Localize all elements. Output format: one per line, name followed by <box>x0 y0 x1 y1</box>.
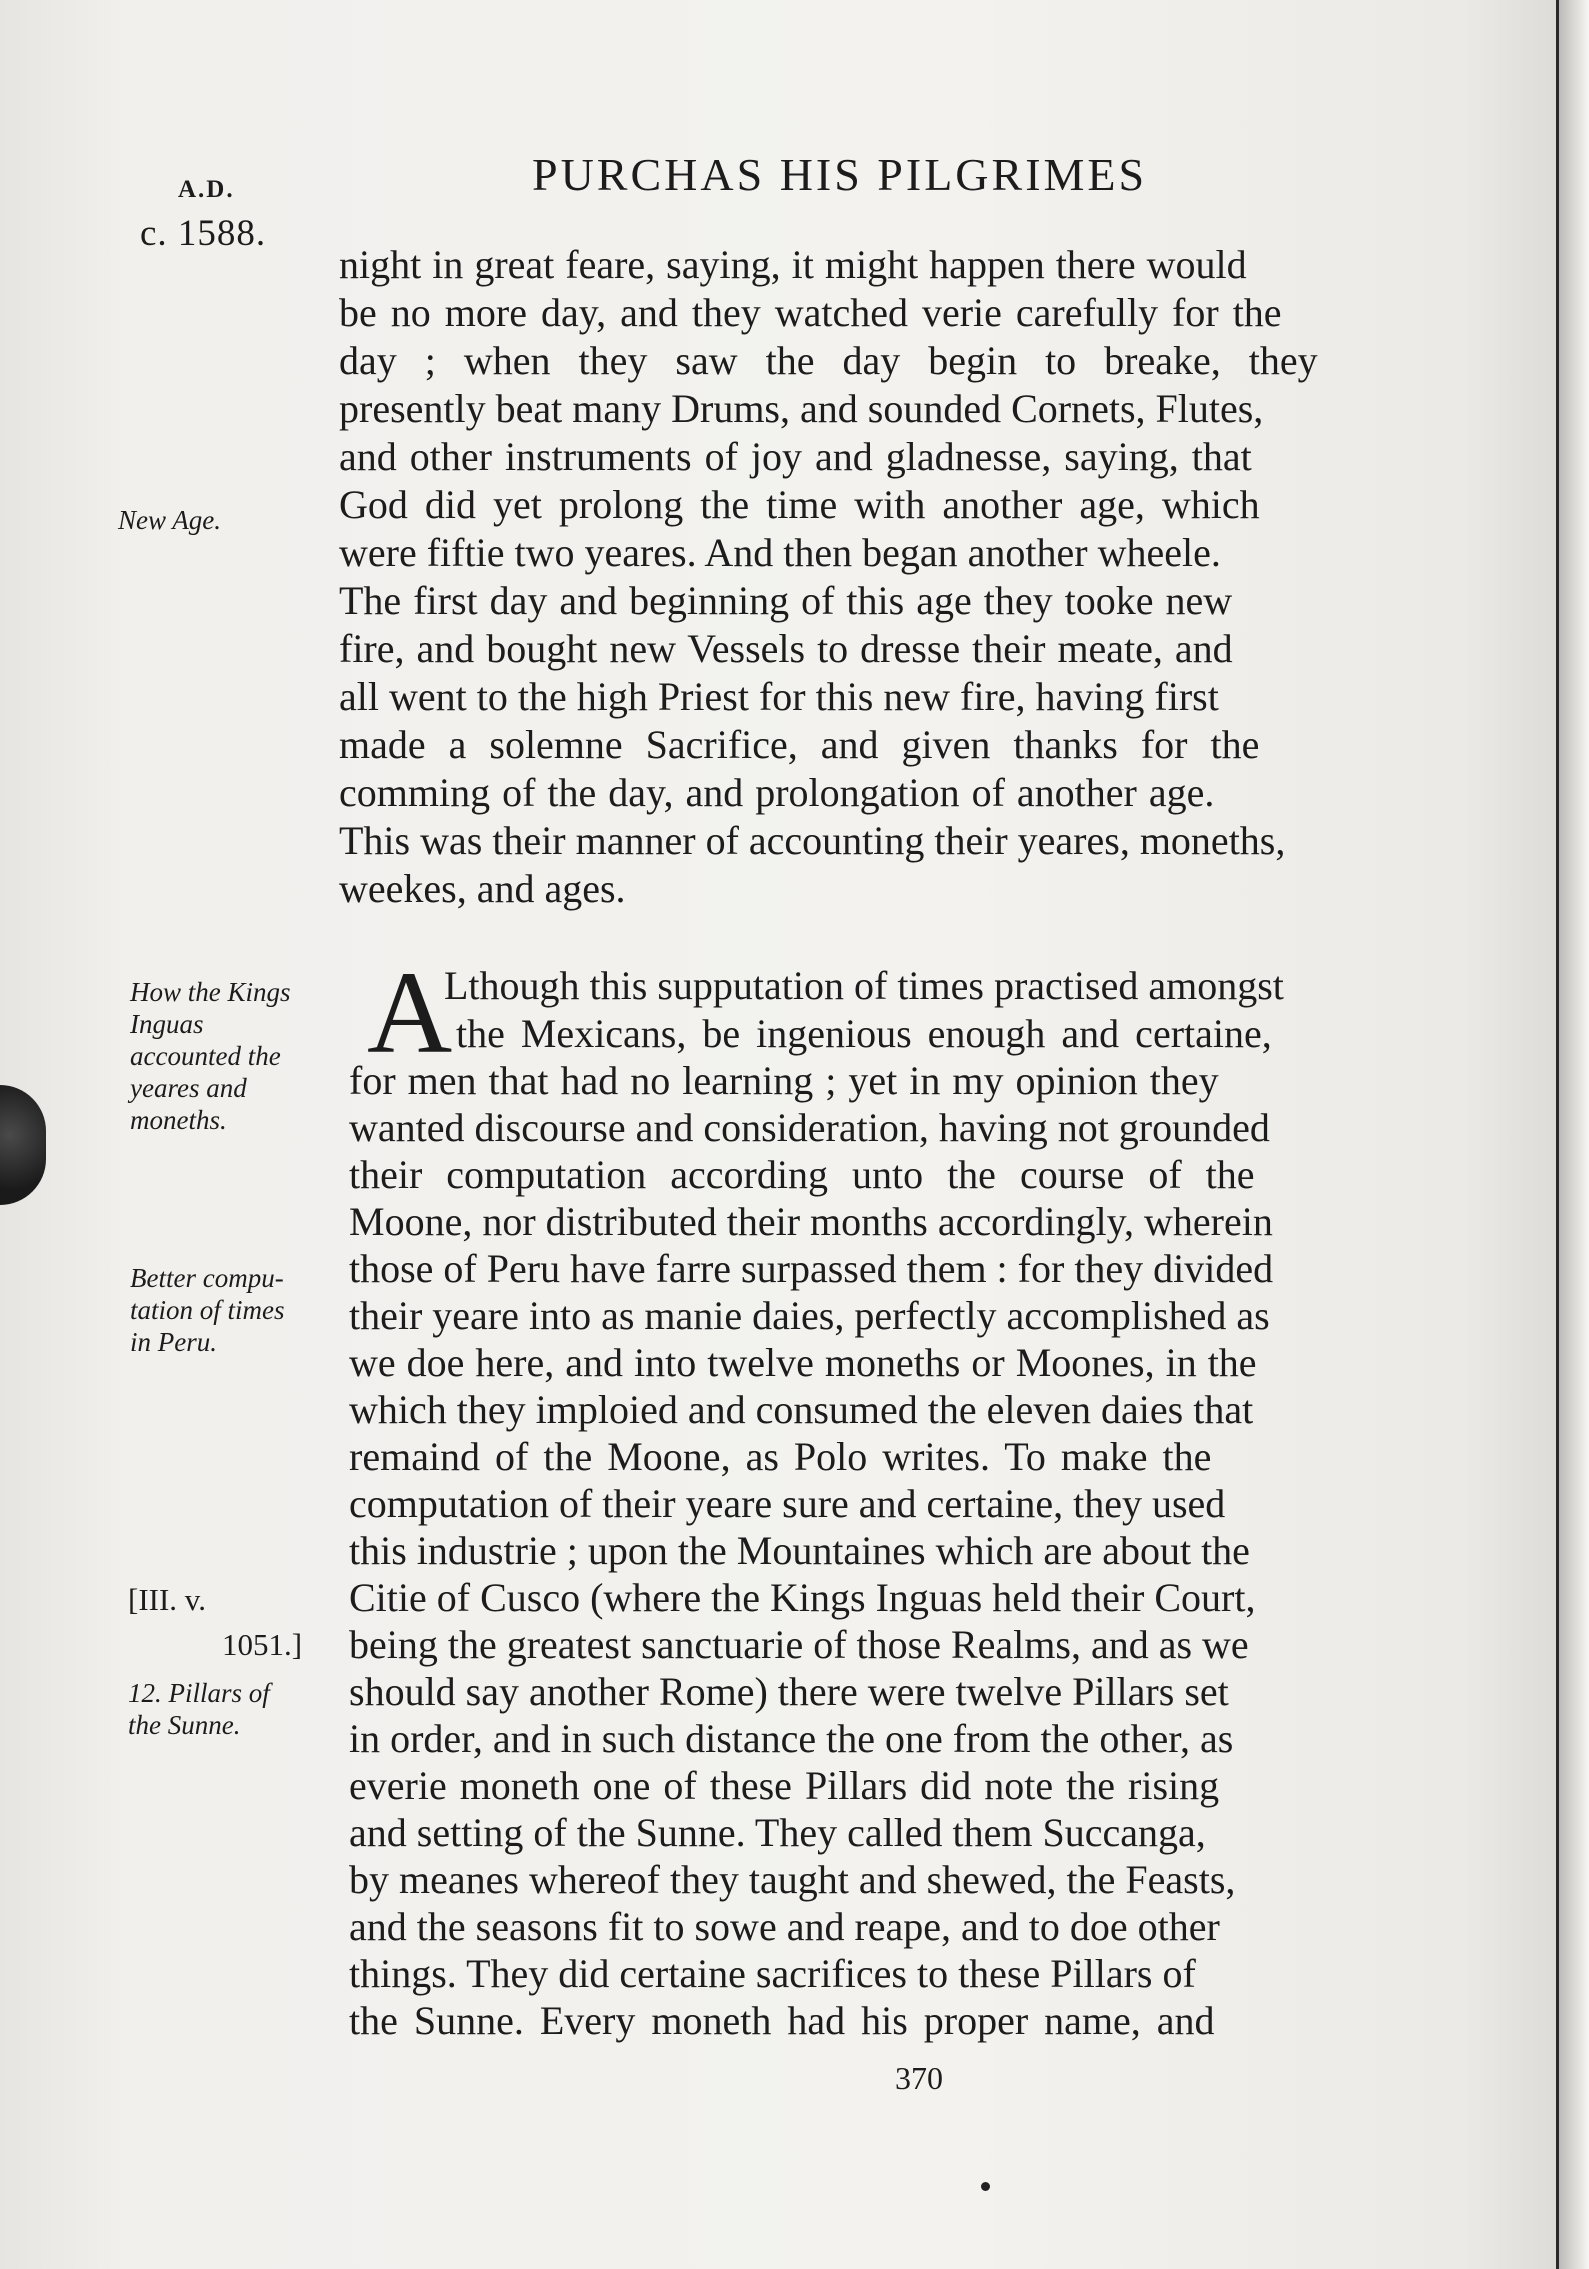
text-line: computation of their yeare sure and certaine, they used <box>349 1481 1226 1526</box>
text-line: were fiftie two yeares. And then began another wheele. <box>339 530 1221 575</box>
margin-line: tation of times <box>130 1295 285 1325</box>
page-number: 370 <box>895 2060 943 2096</box>
margin-line: 12. Pillars of <box>128 1678 270 1708</box>
margin-line: moneths. <box>130 1105 227 1135</box>
text-line: and setting of the Sunne. They called them Succanga, <box>349 1810 1206 1855</box>
header-ad-label: A.D. <box>178 176 235 203</box>
text-line: remaind of the Moone, as Polo writes. To make the <box>349 1434 1212 1479</box>
thumb-shadow <box>0 1085 46 1205</box>
text-line: be no more day, and they watched verie carefully for the <box>339 290 1282 335</box>
text-line: Moone, nor distributed their months accordingly, wherein <box>349 1199 1273 1244</box>
text-line: everie moneth one of these Pillars did note the rising <box>349 1763 1220 1808</box>
margin-line: yeares and <box>130 1073 247 1103</box>
margin-line: 1051.] <box>222 1627 303 1662</box>
running-title: PURCHAS HIS PILGRIMES <box>532 149 1148 200</box>
text-line: comming of the day, and prolongation of another age. <box>339 770 1215 815</box>
text-line: made a solemne Sacrifice, and given thanks for the <box>339 722 1260 767</box>
text-line: for men that had no learning ; yet in my opinion they <box>349 1058 1219 1103</box>
text-line: and the seasons fit to sowe and reape, and to doe other <box>349 1904 1220 1949</box>
text-line: their computation according unto the course of the <box>349 1152 1255 1197</box>
text-line: The first day and beginning of this age they tooke new <box>339 578 1233 623</box>
margin-line: in Peru. <box>130 1327 217 1357</box>
text-line: we doe here, and into twelve moneths or Moones, in the <box>349 1340 1257 1385</box>
margin-line: Better compu- <box>130 1263 284 1293</box>
stray-mark <box>981 2182 990 2191</box>
margin-line: [III. v. <box>128 1582 207 1617</box>
margin-line: the Sunne. <box>128 1710 241 1740</box>
text-line: presently beat many Drums, and sounded Cornets, Flutes, <box>339 386 1264 431</box>
text-line: which they imploied and consumed the eleven daies that <box>349 1387 1254 1432</box>
text-line: the Mexicans, be ingenious enough and certaine, <box>456 1011 1272 1056</box>
text-line: those of Peru have farre surpassed them : for they divided <box>349 1246 1274 1291</box>
drop-cap: A <box>367 947 453 1078</box>
margin-line: How the Kings <box>130 977 291 1007</box>
text-line: in order, and in such distance the one from the other, as <box>349 1716 1234 1761</box>
margin-line: Inguas <box>130 1009 204 1039</box>
text-line: This was their manner of accounting their yeares, moneths, <box>339 818 1286 863</box>
text-line: things. They did certaine sacrifices to these Pillars of <box>349 1951 1196 1996</box>
text-line: God did yet prolong the time with another age, which <box>339 482 1260 527</box>
text-line: wanted discourse and consideration, having not grounded <box>349 1105 1270 1150</box>
text-line: weekes, and ages. <box>339 866 626 911</box>
text-line: Citie of Cusco (where the Kings Inguas held their Court, <box>349 1575 1256 1620</box>
text-line: their yeare into as manie daies, perfectly accomplished as <box>349 1293 1270 1338</box>
text-line: fire, and bought new Vessels to dresse their meate, and <box>339 626 1233 671</box>
text-line: by meanes whereof they taught and shewed, the Feasts, <box>349 1857 1236 1902</box>
text-line: night in great feare, saying, it might happen there would <box>339 242 1247 287</box>
margin-note-new-age: New Age. <box>118 505 221 535</box>
text-line: day ; when they saw the day begin to breake, they <box>339 338 1318 383</box>
text-line: the Sunne. Every moneth had his proper name, and <box>349 1998 1215 2043</box>
text-line: all went to the high Priest for this new fire, having first <box>339 674 1219 719</box>
text-line: and other instruments of joy and gladnesse, saying, that <box>339 434 1252 479</box>
text-line: being the greatest sanctuarie of those Realms, and as we <box>349 1622 1249 1667</box>
text-line: this industrie ; upon the Mountaines which are about the <box>349 1528 1250 1573</box>
text-line: Lthough this supputation of times practised amongst <box>444 963 1284 1008</box>
header-year: c. 1588. <box>140 213 267 254</box>
margin-line: accounted the <box>130 1041 281 1071</box>
page-gutter-shadow <box>1559 0 1589 2269</box>
text-line: should say another Rome) there were twelve Pillars set <box>349 1669 1229 1714</box>
